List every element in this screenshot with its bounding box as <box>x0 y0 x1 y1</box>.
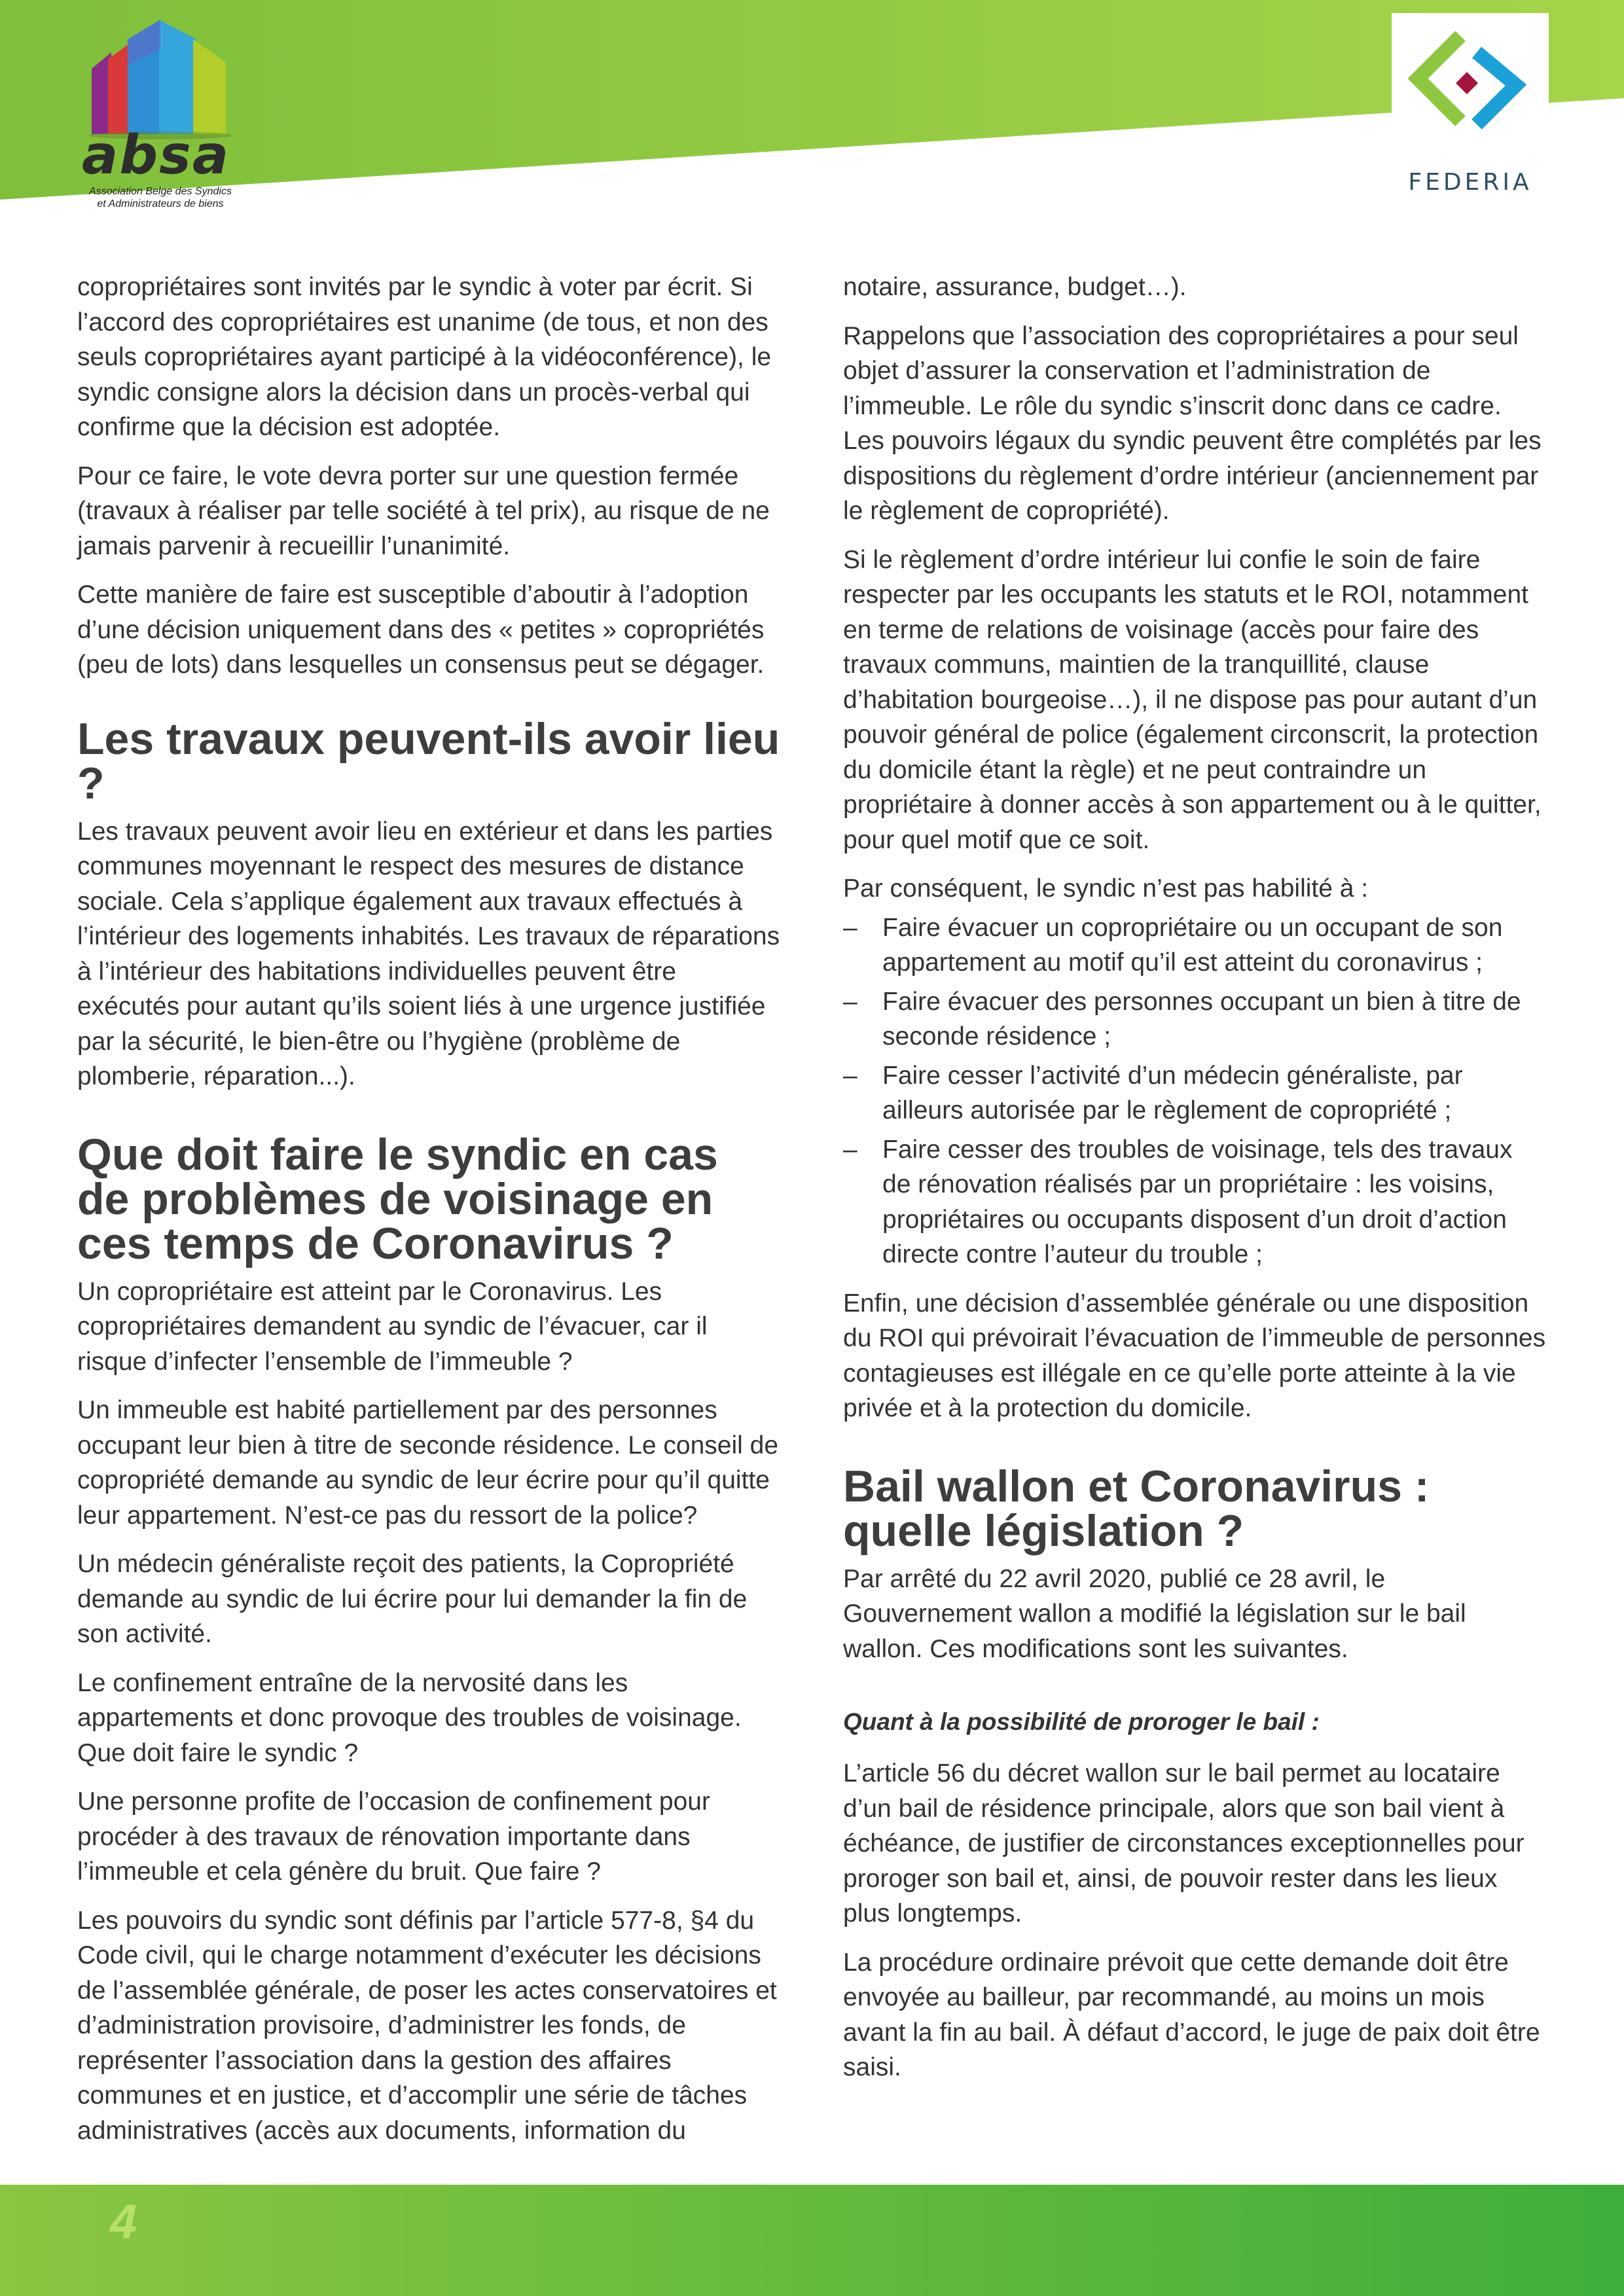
paragraph: copropriétaires sont invités par le syndic à voter par écrit. Si l’accord des copropriétaires est unanime (de tous, et non des seuls copropriétaires ayant participé à la vidéoconférence), le syndic consigne alors la décision dans un procès-verbal qui confirme que la décision est adoptée. <box>77 273 772 441</box>
federia-logo-icon <box>1392 13 1549 170</box>
list-marker: – <box>843 1135 857 1164</box>
paragraph: Un copropriétaire est atteint par le Coronavirus. Les copropriétaires demandent au syndic de l’évacuer, car il risque d’infecter l’ensemble de l’immeuble ? <box>77 1277 708 1376</box>
list-item: – Faire évacuer un copropriétaire ou un occupant de son appartement au motif qu’il est atteint du coronavirus ; <box>843 910 1547 980</box>
page-number: 4 <box>110 2195 137 2249</box>
paragraph: La procédure ordinaire prévoit que cette demande doit être envoyée au bailleur, par recommandé, au moins un mois avant la fin au bail. À défaut d’accord, le juge de paix doit être saisi. <box>843 1948 1540 2081</box>
section-heading: Que doit faire le syndic en cas de problèmes de voisinage en ces temps de Coronavirus ? <box>77 1129 718 1268</box>
federia-logo-text: FEDERIA <box>1408 169 1532 196</box>
footer-band <box>0 2185 1624 2296</box>
paragraph: Si le règlement d’ordre intérieur lui confie le soin de faire respecter par les occupants les statuts et le ROI, notamment en terme de relations de voisinage (accès pour faire des travaux communs, maintien de la tranquillité, clause d’habitation bourgeoise…), il ne dispose pas pour autant d’un pouvoir général de police (également circonscrit, la protection du domicile étant la règle) et ne peut contraindre un propriétaire à donner accès à son appartement ou à le quitter, pour quel motif que ce soit. <box>843 545 1542 854</box>
paragraph: Une personne profite de l’occasion de confinement pour procéder à des travaux de rénovation importante dans l’immeuble et cela génère du bruit. Que faire ? <box>77 1787 710 1886</box>
paragraph: Par arrêté du 22 avril 2020, publié ce 28 avril, le Gouvernement wallon a modifié la législation sur le bail wallon. Ces modifications sont les suivantes. <box>843 1564 1466 1663</box>
section-heading: Les travaux peuvent-ils avoir lieu ? <box>77 713 780 808</box>
absa-logo-subtitle: Association Belge des Syndics et Administrateurs de biens <box>89 186 232 209</box>
paragraph: Enfin, une décision d’assemblée générale ou une disposition du ROI qui prévoirait l’évacuation de l’immeuble de personnes contagieuses est illégale en ce qu’elle porte atteinte à la vie privée et à la protection du domicile. <box>843 1289 1546 1422</box>
paragraph: Cette manière de faire est susceptible d’aboutir à l’adoption d’une décision uniquement dans des « petites » copropriétés (peu de lots) dans lesquelles un consensus peut se dégager. <box>77 581 765 679</box>
list-marker: – <box>843 1061 857 1090</box>
paragraph: Rappelons que l’association des copropriétaires a pour seul objet d’assurer la conservation et l’administration de l’immeuble. Le rôle du syndic s’inscrit donc dans ce cadre. Les pouvoirs légaux du syndic peuvent être complétés par les dispositions du règlement d’ordre intérieur (anciennement par le règlement de copropriété). <box>843 321 1542 525</box>
right-column <box>843 270 1547 2099</box>
section-heading: Bail wallon et Coronavirus : quelle législation ? <box>843 1461 1430 1556</box>
paragraph: L’article 56 du décret wallon sur le bail permet au locataire d’un bail de résidence principale, alors que son bail vient à échéance, de justifier de circonstances exceptionnelles pour proroger son bail et, ainsi, de pouvoir rester dans les lieux plus longtemps. <box>843 1759 1525 1928</box>
list-marker: – <box>843 913 857 942</box>
list-item: – Faire cesser l’activité d’un médecin généraliste, par ailleurs autorisée par le règlement de copropriété ; <box>843 1058 1547 1128</box>
list-item: – Faire évacuer des personnes occupant un bien à titre de seconde résidence ; <box>843 984 1547 1054</box>
paragraph: Les pouvoirs du syndic sont définis par l’article 577-8, §4 du Code civil, qui le charge notamment d’exécuter les décisions de l’assemblée générale, de poser les actes conservatoires et d’administration provisoire, d’administrer les fonds, de représenter l’association dans la gestion des affaires communes et en justice, et d’accomplir une série de tâches administratives (accès aux documents, information du <box>77 1906 777 2145</box>
paragraph: notaire, assurance, budget…). <box>843 273 1187 301</box>
absa-logo-text: absa <box>82 124 230 187</box>
left-column <box>77 270 781 2162</box>
paragraph: Pour ce faire, le vote devra porter sur une question fermée (travaux à réaliser par telle société à tel prix), au risque de ne jamais parvenir à recueillir l’unanimité. <box>77 461 770 560</box>
list-marker: – <box>843 987 857 1016</box>
paragraph: Par conséquent, le syndic n’est pas habilité à : <box>843 874 1369 903</box>
paragraph: Les travaux peuvent avoir lieu en extérieur et dans les parties communes moyennant le respect des mesures de distance sociale. Cela s’applique également aux travaux effectués à l’intérieur des logements inhabités. Les travaux de réparations à l’intérieur des habitations individuelles peuvent être exécutés pour autant qu’ils soient liés à une urgence justifiée par la sécurité, le bien-être ou l’hygiène (problème de plomberie, réparation...). <box>77 817 780 1090</box>
bullet-list <box>843 910 1547 1272</box>
paragraph: Un médecin généraliste reçoit des patients, la Copropriété demande au syndic de lui écrire pour lui demander la fin de son activité. <box>77 1550 748 1648</box>
sub-heading: Quant à la possibilité de proroger le bail : <box>843 1708 1320 1735</box>
paragraph: Un immeuble est habité partiellement par des personnes occupant leur bien à titre de seconde résidence. Le conseil de copropriété demande au syndic de leur écrire pour qu’il quitte leur appartement. N’est-ce pas du ressort de la police? <box>77 1396 779 1530</box>
list-item: – Faire cesser des troubles de voisinage, tels des travaux de rénovation réalisés par un propriétaire : les voisins, propriétaires ou occupants disposent d’un droit d’action directe contre l’auteur du trouble ; <box>843 1132 1547 1272</box>
paragraph: Le confinement entraîne de la nervosité dans les appartements et donc provoque des troubles de voisinage. Que doit faire le syndic ? <box>77 1668 742 1767</box>
